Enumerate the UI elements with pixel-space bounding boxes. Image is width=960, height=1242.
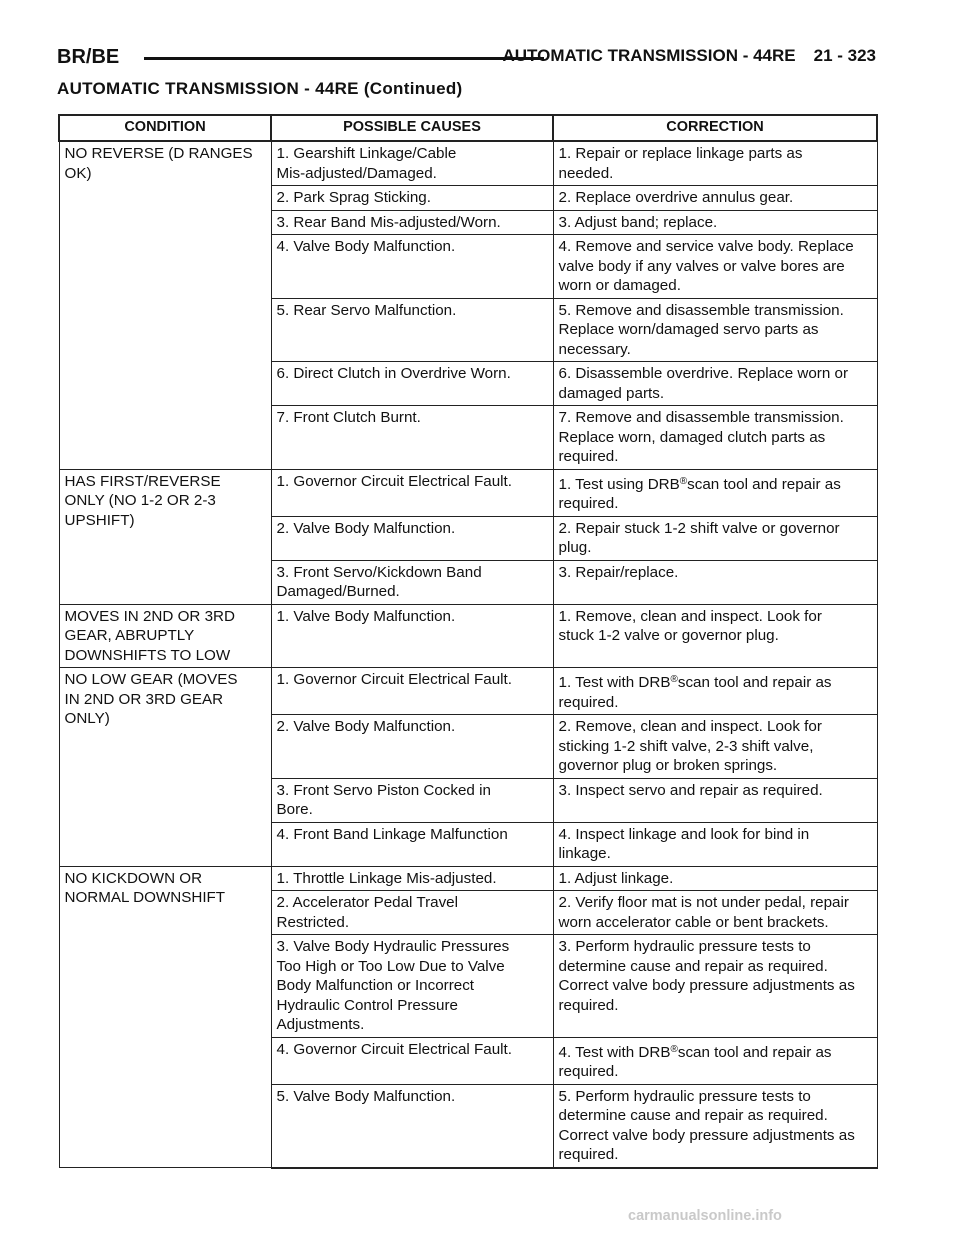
correction-cell: 2. Repair stuck 1-2 shift valve or governor plug. [553, 516, 877, 560]
correction-cell: 2. Remove, clean and inspect. Look for sticking 1-2 shift valve, 2-3 shift valve, governor plug or broken springs. [553, 715, 877, 779]
condition-cell: MOVES IN 2ND OR 3RD GEAR, ABRUPTLY DOWNSHIFTS TO LOW [59, 604, 271, 668]
condition-cell: NO LOW GEAR (MOVES IN 2ND OR 3RD GEAR ONLY) [59, 668, 271, 867]
cause-cell: 5. Valve Body Malfunction. [271, 1084, 553, 1168]
column-header-correction: CORRECTION [553, 115, 877, 141]
condition-cell: NO REVERSE (D RANGES OK) [59, 141, 271, 469]
diagnosis-table [58, 114, 878, 1169]
condition-cell: HAS FIRST/REVERSE ONLY (NO 1-2 OR 2-3 UPSHIFT) [59, 469, 271, 604]
table-row [59, 604, 877, 668]
table-body [59, 141, 877, 1168]
registered-mark: ® [670, 674, 678, 685]
header-title: AUTOMATIC TRANSMISSION - 44RE [502, 46, 796, 65]
correction-text: scan tool and repair as required. [558, 475, 841, 512]
cause-cell: 2. Accelerator Pedal Travel Restricted. [271, 891, 553, 935]
cause-cell: 1. Throttle Linkage Mis-adjusted. [271, 866, 553, 891]
watermark: carmanualsonline.info [628, 1208, 782, 1224]
correction-cell: 3. Inspect servo and repair as required. [553, 778, 877, 822]
correction-cell: 5. Perform hydraulic pressure tests to determine cause and repair as required. Correct valve body pressure adjustments as required. [553, 1084, 877, 1168]
section-subtitle: AUTOMATIC TRANSMISSION - 44RE (Continued) [57, 79, 463, 98]
correction-cell: 4. Remove and service valve body. Replace valve body if any valves or valve bores are worn or damaged. [553, 235, 877, 299]
correction-cell: 1. Adjust linkage. [553, 866, 877, 891]
cause-cell: 3. Valve Body Hydraulic Pressures Too High or Too Low Due to Valve Body Malfunction or Incorrect Hydraulic Control Pressure Adjustments. [271, 935, 553, 1038]
correction-text: 1. Test using DRB [558, 475, 680, 493]
cause-cell: 2. Valve Body Malfunction. [271, 516, 553, 560]
cause-cell: 4. Governor Circuit Electrical Fault. [271, 1037, 553, 1084]
table-row [59, 141, 877, 186]
header-right [503, 46, 877, 66]
cause-cell: 3. Front Servo/Kickdown Band Damaged/Burned. [271, 560, 553, 604]
correction-cell: 5. Remove and disassemble transmission. Replace worn/damaged servo parts as necessary. [553, 298, 877, 362]
page-number: 21 - 323 [813, 46, 876, 65]
cause-cell: 4. Front Band Linkage Malfunction [271, 822, 553, 866]
table-row [59, 866, 877, 891]
correction-cell: 4. Inspect linkage and look for bind in linkage. [553, 822, 877, 866]
registered-mark: ® [670, 1043, 678, 1055]
correction-cell: 6. Disassemble overdrive. Replace worn or damaged parts. [553, 362, 877, 406]
cause-cell: 4. Valve Body Malfunction. [271, 235, 553, 299]
correction-cell [553, 668, 877, 715]
correction-text: scan tool and repair as required. [558, 1043, 832, 1080]
page-header [57, 44, 876, 74]
cause-cell: 3. Rear Band Mis-adjusted/Worn. [271, 210, 553, 235]
correction-cell: 3. Perform hydraulic pressure tests to determine cause and repair as required. Correct valve body pressure adjustments as required. [553, 935, 877, 1038]
correction-cell [553, 1037, 877, 1084]
cause-cell: 1. Governor Circuit Electrical Fault. [271, 469, 553, 516]
correction-text: scan tool and repair as required. [558, 674, 832, 711]
correction-text: 4. Test with DRB [558, 1043, 671, 1061]
correction-cell: 3. Adjust band; replace. [553, 210, 877, 235]
correction-cell [553, 469, 877, 516]
registered-mark: ® [679, 475, 688, 487]
cause-cell: 1. Valve Body Malfunction. [271, 604, 553, 668]
correction-cell: 1. Remove, clean and inspect. Look for stuck 1-2 valve or governor plug. [553, 604, 877, 668]
header-rule [144, 57, 544, 60]
table-row [59, 469, 877, 516]
cause-cell: 5. Rear Servo Malfunction. [271, 298, 553, 362]
table-row [59, 668, 877, 715]
correction-cell: 3. Repair/replace. [553, 560, 877, 604]
cause-cell: 3. Front Servo Piston Cocked in Bore. [271, 778, 553, 822]
correction-cell: 2. Replace overdrive annulus gear. [553, 186, 877, 211]
header-model: BR/BE [57, 46, 120, 68]
correction-cell: 1. Repair or replace linkage parts as needed. [553, 141, 877, 186]
table-header-row [59, 115, 877, 141]
column-header-causes: POSSIBLE CAUSES [271, 115, 553, 141]
correction-cell: 2. Verify floor mat is not under pedal, repair worn accelerator cable or bent brackets. [553, 891, 877, 935]
cause-cell: 7. Front Clutch Burnt. [271, 406, 553, 470]
condition-cell: NO KICKDOWN OR NORMAL DOWNSHIFT [59, 866, 271, 1168]
correction-cell: 7. Remove and disassemble transmission. Replace worn, damaged clutch parts as required. [553, 406, 877, 470]
cause-cell: 2. Park Sprag Sticking. [271, 186, 553, 211]
column-header-condition: CONDITION [59, 115, 271, 141]
cause-cell: 2. Valve Body Malfunction. [271, 715, 553, 779]
cause-cell: 1. Gearshift Linkage/Cable Mis-adjusted/Damaged. [271, 141, 553, 186]
correction-text: 1. Test with DRB [558, 674, 671, 691]
cause-cell: 1. Governor Circuit Electrical Fault. [271, 668, 553, 715]
cause-cell: 6. Direct Clutch in Overdrive Worn. [271, 362, 553, 406]
